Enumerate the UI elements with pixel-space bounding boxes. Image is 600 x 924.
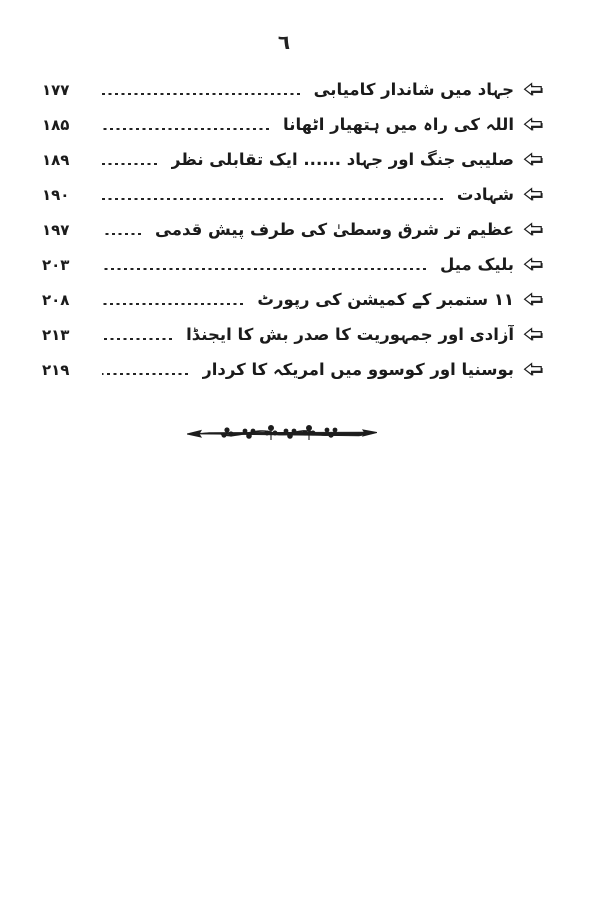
chapter-page-number: ۲۰۸: [42, 290, 70, 309]
chapter-title: شہادت: [456, 185, 514, 204]
left-arrow-icon: [523, 152, 544, 167]
toc-entry: [42, 317, 544, 352]
chapter-page-number: ۲۱۹: [42, 360, 70, 379]
dotted-leader: [102, 268, 426, 270]
dotted-leader: [102, 303, 243, 305]
dotted-leader: [102, 128, 269, 130]
toc-entry: [42, 282, 544, 317]
toc-entry: [42, 212, 544, 247]
chapter-title: صلیبی جنگ اور جہاد ...... ایک تقابلی نظر: [171, 150, 514, 169]
left-arrow-icon: [523, 187, 544, 202]
dotted-leader: [102, 373, 188, 375]
chapter-page-number: ۱۸۹: [42, 150, 70, 169]
toc-entry: [42, 177, 544, 212]
toc-entry: [42, 352, 544, 387]
left-arrow-icon: [523, 292, 544, 307]
left-arrow-icon: [523, 257, 544, 272]
toc-entry: [42, 247, 544, 282]
page-number-header: ٦: [277, 30, 291, 54]
chapter-title: بوسنیا اور کوسوو میں امریکہ کا کردار: [202, 360, 514, 379]
toc-entry: [42, 142, 544, 177]
left-arrow-icon: [523, 362, 544, 377]
chapter-page-number: ۱۹۰: [42, 185, 70, 204]
chapter-title: ۱۱ ستمبر کے کمیشن کی رپورٹ: [257, 290, 514, 309]
dotted-leader: [102, 233, 141, 235]
chapter-title: عظیم تر شرق وسطیٰ کی طرف پیش قدمی: [155, 220, 514, 239]
dotted-leader: [102, 93, 300, 95]
left-arrow-icon: [523, 117, 544, 132]
dotted-leader: [102, 198, 443, 200]
chapter-title: اللہ کی راہ میں ہتھیار اٹھانا: [283, 115, 514, 134]
chapter-page-number: ۱۷۷: [42, 80, 70, 99]
left-arrow-icon: [523, 327, 544, 342]
chapter-title: جہاد میں شاندار کامیابی: [313, 80, 514, 99]
dotted-leader: [102, 338, 172, 340]
dotted-leader: [102, 163, 157, 165]
floral-divider-ornament: [0, 420, 600, 446]
chapter-page-number: ۱۸۵: [42, 115, 70, 134]
chapter-page-number: ۱۹۷: [42, 220, 70, 239]
chapter-title: بلیک میل: [440, 255, 514, 274]
toc-entry: [42, 107, 544, 142]
chapter-page-number: ۲۰۳: [42, 255, 70, 274]
left-arrow-icon: [523, 222, 544, 237]
chapter-page-number: ۲۱۳: [42, 325, 70, 344]
toc-entry: [42, 72, 544, 107]
table-of-contents: [42, 72, 544, 387]
chapter-title: آزادی اور جمہوریت کا صدر بش کا ایجنڈا: [186, 325, 514, 344]
left-arrow-icon: [523, 82, 544, 97]
